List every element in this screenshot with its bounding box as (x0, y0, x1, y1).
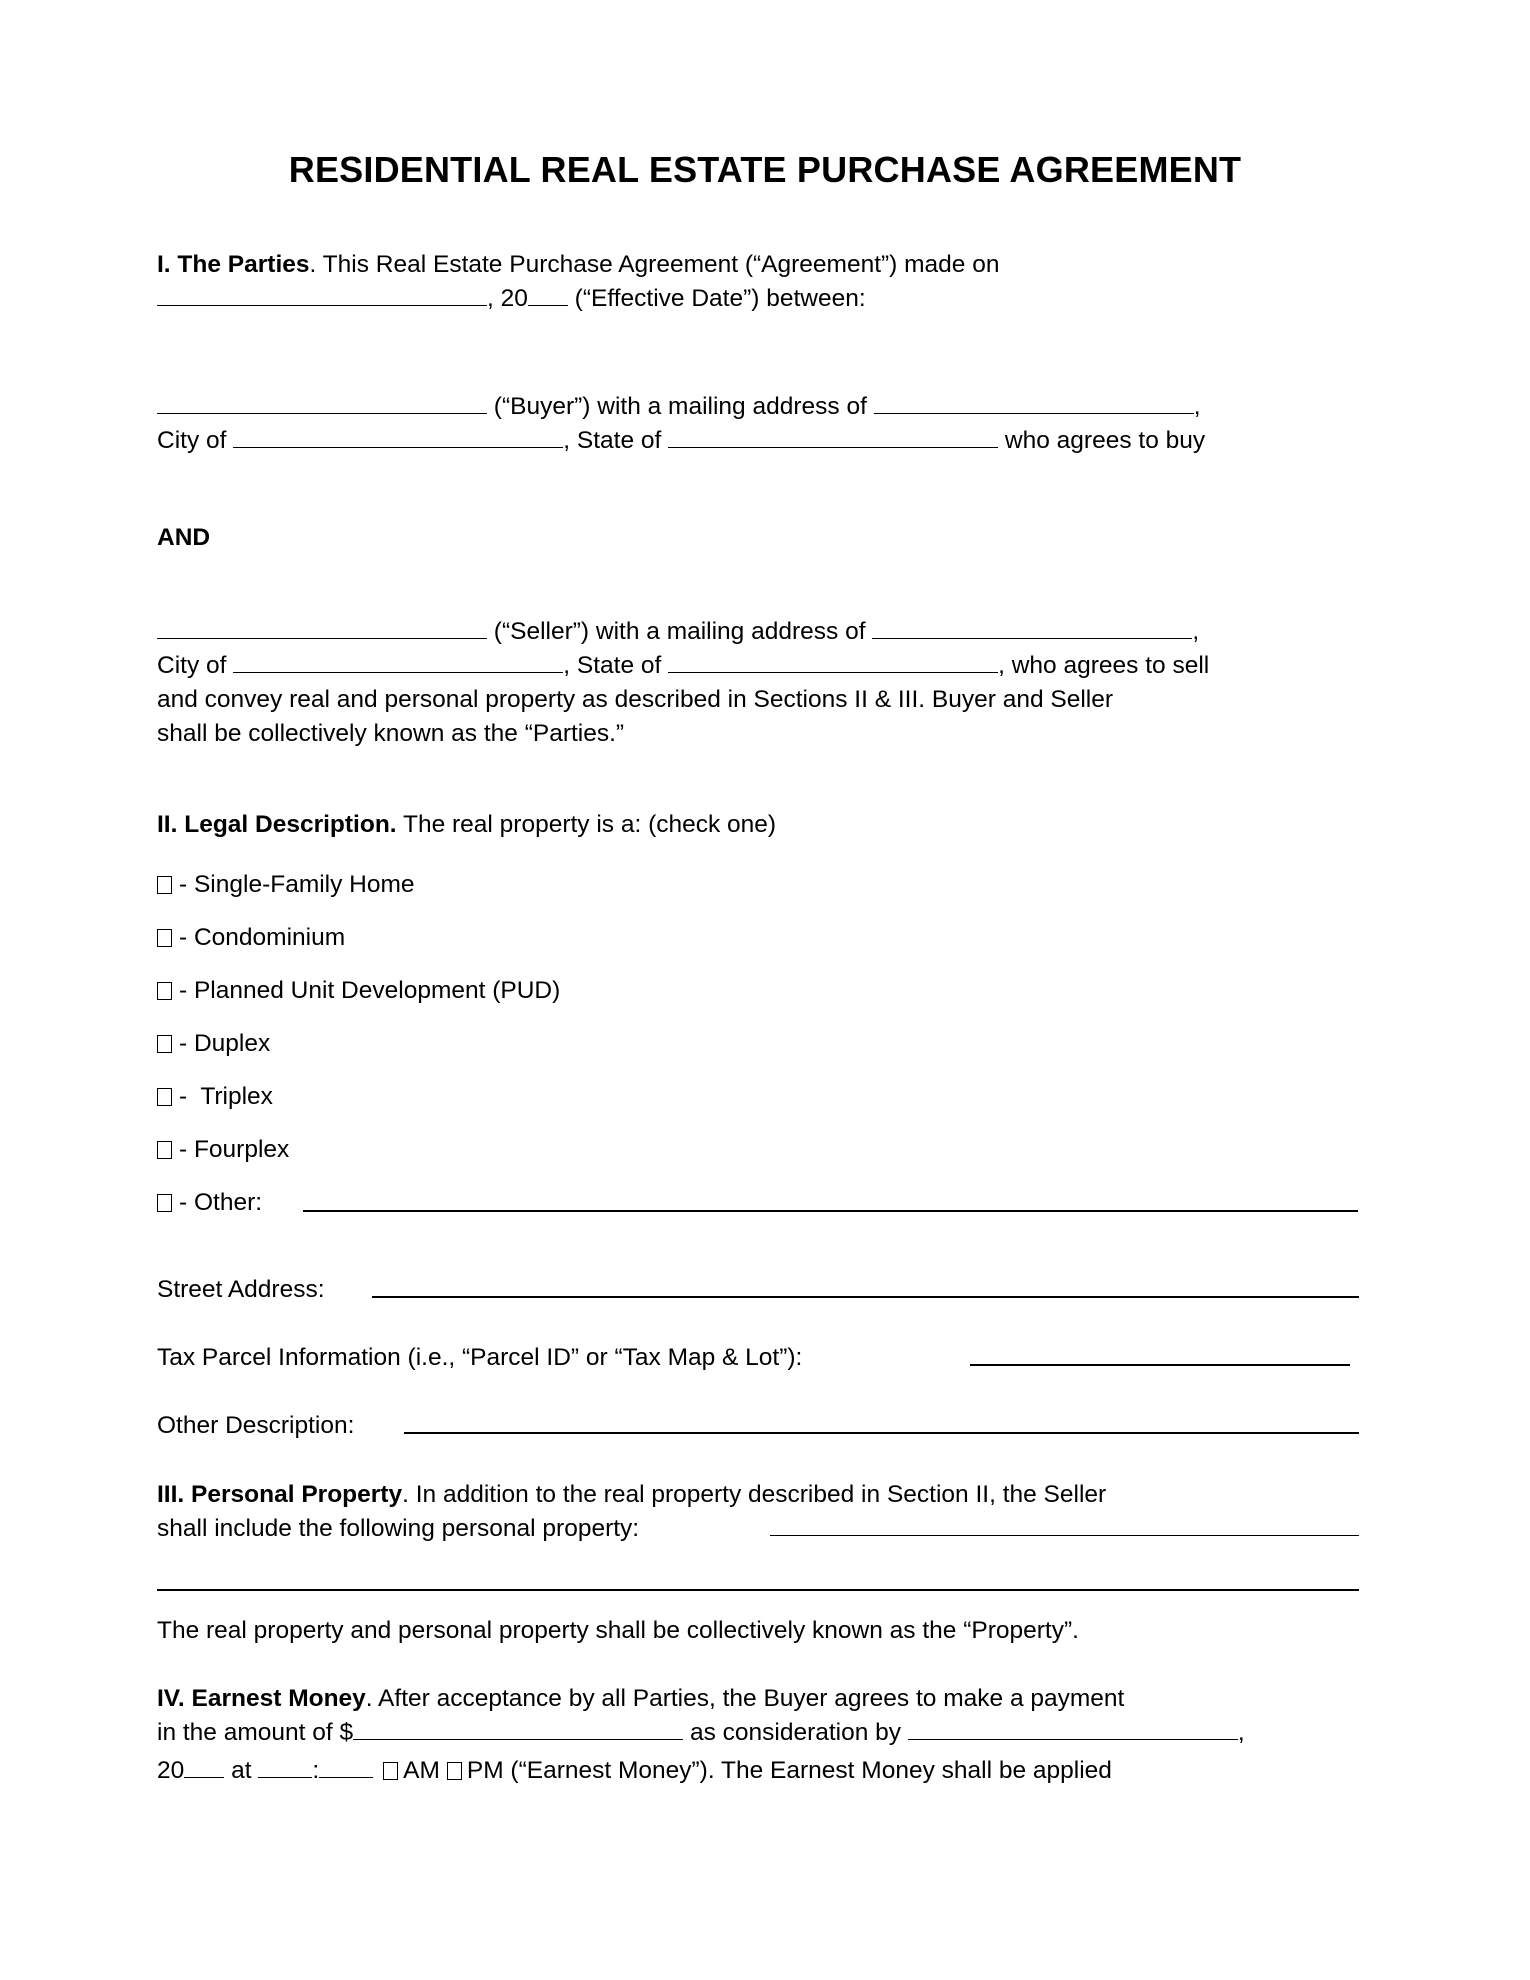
section-2-heading: II. Legal Description. (157, 811, 397, 838)
earnest-minute-blank[interactable] (319, 1777, 373, 1778)
checkbox-icon[interactable] (157, 982, 172, 1000)
earnest-money-line-1 (157, 1684, 1124, 1714)
earnest-year-blank[interactable] (184, 1777, 224, 1778)
parties-line-2 (157, 284, 866, 314)
buyer-state-label: , State of (563, 427, 669, 454)
buyer-comma: , (1193, 393, 1201, 420)
document-title: RESIDENTIAL REAL ESTATE PURCHASE AGREEMENT (288, 149, 1242, 190)
option-label: - Other: (179, 1189, 263, 1216)
property-collective-text: The real property and personal property shall be collectively known as the “Property”. (157, 1617, 1079, 1644)
personal-property-line-1 (157, 1480, 1106, 1510)
seller-name-blank[interactable] (157, 638, 487, 639)
parties-text-2a: , 20 (487, 285, 528, 312)
earnest-money-text-1: . After acceptance by all Parties, the Buyer agrees to make a payment (365, 1685, 1125, 1712)
seller-label: (“Seller”) with a mailing address of (487, 618, 873, 645)
tax-parcel-blank[interactable] (970, 1364, 1350, 1366)
buyer-tail: who agrees to buy (998, 427, 1206, 454)
legal-description-line (157, 810, 776, 840)
buyer-name-blank[interactable] (157, 413, 487, 414)
section-3-heading: III. Personal Property (157, 1481, 403, 1508)
personal-property-blank-2[interactable] (157, 1589, 1359, 1591)
seller-line-3: and convey real and personal property as described in Sections II & III. Buyer and Seller (157, 686, 1114, 713)
personal-property-blank[interactable] (770, 1535, 1359, 1536)
buyer-address-blank[interactable] (874, 413, 1194, 414)
earnest-at-label: at (224, 1757, 259, 1784)
street-address-label: Street Address: (157, 1276, 325, 1303)
parties-text-1: . This Real Estate Purchase Agreement (“Agreement”) made on (309, 251, 1000, 278)
option-pud[interactable] (157, 976, 560, 1006)
am-checkbox-icon[interactable] (383, 1762, 398, 1780)
option-triplex[interactable] (157, 1082, 273, 1112)
seller-address-blank[interactable] (872, 638, 1192, 639)
option-label: - Duplex (179, 1030, 271, 1057)
tax-parcel-label: Tax Parcel Information (i.e., “Parcel ID” or “Tax Map & Lot”): (157, 1344, 803, 1371)
section-4-heading: IV. Earnest Money (157, 1685, 366, 1712)
personal-property-line-2: shall include the following personal property: (157, 1515, 640, 1542)
seller-state-label: , State of (563, 652, 669, 679)
earnest-amount-label: in the amount of $ (157, 1719, 354, 1746)
other-type-blank[interactable] (303, 1210, 1358, 1212)
checkbox-icon[interactable] (157, 1194, 172, 1212)
option-fourplex[interactable] (157, 1135, 289, 1165)
option-duplex[interactable] (157, 1029, 270, 1059)
seller-line-1 (157, 617, 1199, 647)
buyer-city-blank[interactable] (233, 447, 563, 448)
pm-checkbox-icon[interactable] (447, 1762, 462, 1780)
option-single-family[interactable] (157, 870, 415, 900)
option-label: - Triplex (179, 1083, 273, 1110)
and-label: AND (157, 524, 211, 551)
section-1-heading: I. The Parties (157, 251, 310, 278)
seller-comma: , (1192, 618, 1200, 645)
checkbox-icon[interactable] (157, 929, 172, 947)
earnest-money-text-3: (“Earnest Money”). The Earnest Money shall be applied (503, 1757, 1112, 1784)
effective-year-blank[interactable] (528, 305, 568, 306)
earnest-date-blank[interactable] (908, 1739, 1238, 1740)
seller-line-2 (157, 651, 1209, 681)
buyer-line-1 (157, 392, 1201, 422)
buyer-line-2 (157, 426, 1205, 456)
checkbox-icon[interactable] (157, 1141, 172, 1159)
street-address-blank[interactable] (372, 1296, 1359, 1298)
seller-city-label: City of (157, 652, 234, 679)
checkbox-icon[interactable] (157, 1088, 172, 1106)
seller-tail: , who agrees to sell (998, 652, 1210, 679)
parties-text-2b: (“Effective Date”) between: (567, 285, 866, 312)
effective-date-blank[interactable] (157, 305, 487, 306)
seller-state-blank[interactable] (668, 672, 998, 673)
option-label: - Planned Unit Development (PUD) (179, 977, 561, 1004)
other-description-label: Other Description: (157, 1412, 355, 1439)
checkbox-icon[interactable] (157, 876, 172, 894)
pm-label: PM (466, 1757, 504, 1784)
earnest-amount-blank[interactable] (353, 1739, 683, 1740)
seller-line-4: shall be collectively known as the “Parties.” (157, 720, 625, 747)
earnest-colon: : (312, 1757, 320, 1784)
earnest-money-line-2 (157, 1718, 1245, 1748)
option-label: - Condominium (179, 924, 346, 951)
buyer-state-blank[interactable] (668, 447, 998, 448)
option-other[interactable] (157, 1188, 262, 1218)
checkbox-icon[interactable] (157, 1035, 172, 1053)
option-condominium[interactable] (157, 923, 345, 953)
earnest-consideration-label: as consideration by (683, 1719, 908, 1746)
buyer-city-label: City of (157, 427, 234, 454)
earnest-year-prefix: 20 (157, 1757, 185, 1784)
personal-property-text-1: . In addition to the real property described in Section II, the Seller (402, 1481, 1107, 1508)
option-label: - Single-Family Home (179, 871, 415, 898)
other-description-blank[interactable] (404, 1432, 1359, 1434)
legal-description-intro: The real property is a: (check one) (396, 811, 777, 838)
parties-line-1 (157, 250, 999, 280)
earnest-money-line-3 (157, 1756, 1112, 1786)
seller-city-blank[interactable] (233, 672, 563, 673)
am-label: AM (403, 1757, 440, 1784)
option-label: - Fourplex (179, 1136, 290, 1163)
earnest-hour-blank[interactable] (258, 1777, 312, 1778)
earnest-comma: , (1237, 1719, 1245, 1746)
buyer-label: (“Buyer”) with a mailing address of (487, 393, 874, 420)
